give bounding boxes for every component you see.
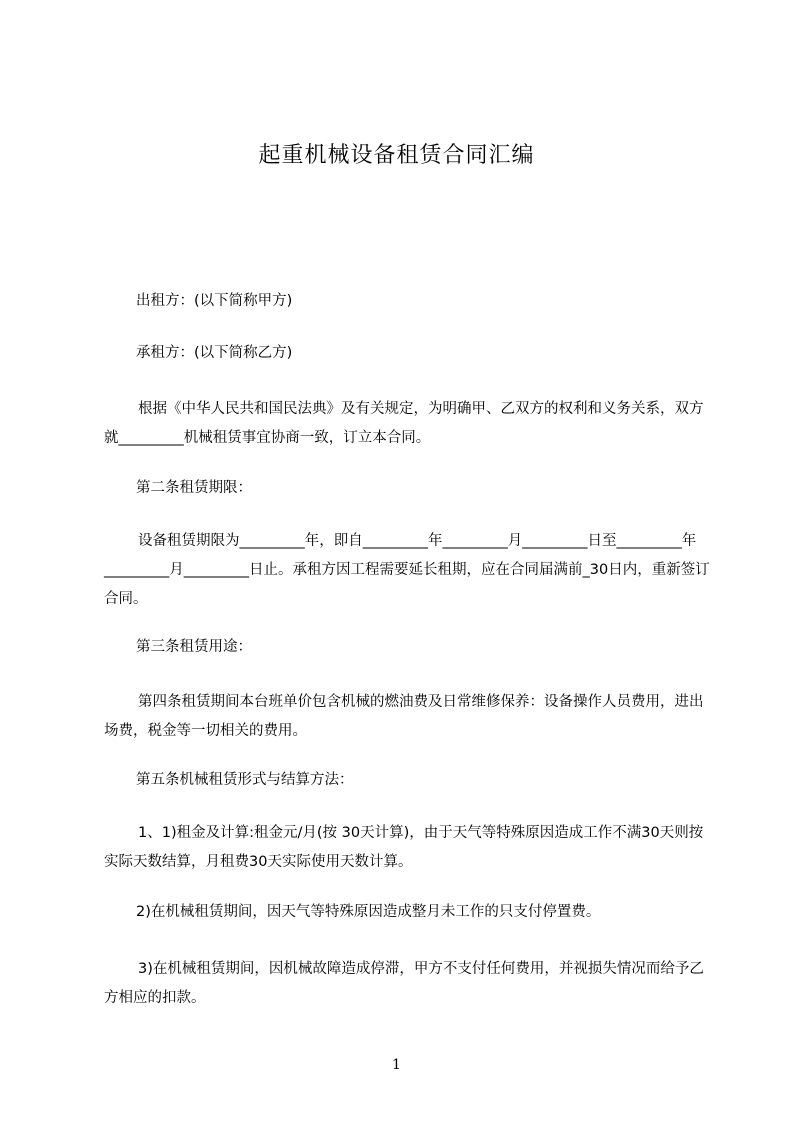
paragraph-clause-3: 3)在机械租赁期间，因机械故障造成停滞，甲方不支付任何费用，并视损失情况而给予乙方相应的扣款。 <box>104 961 704 1006</box>
paragraph-article-2-body: 设备租赁期限为_________年，即自_________年_________月_________日至_________年_________月_________日止。承租方因工程需要延长租期，应在合同届满前_30日内，重新签订合同。 <box>104 533 710 607</box>
paragraph-lessor: 出租方：(以下简称甲方) <box>136 293 293 309</box>
page-number: 1 <box>392 1057 401 1073</box>
paragraph-clause-1: 1、1)租金及计算:租金元/月(按 30天计算)，由于天气等特殊原因造成工作不满30天则按实际天数结算，月租费30天实际使用天数计算。 <box>104 825 704 870</box>
paragraph-clause-2: 2)在机械租赁期间，因天气等特殊原因造成整月未工作的只支付停置费。 <box>136 904 601 920</box>
paragraph-article-4: 第四条租赁期间本台班单价包含机械的燃油费及日常维修保养：设备操作人员费用，进出场费，税金等一切相关的费用。 <box>104 694 704 739</box>
paragraph-article-5-heading: 第五条机械租赁形式与结算方法： <box>136 772 354 788</box>
document-title: 起重机械设备租赁合同汇编 <box>258 143 535 168</box>
paragraph-article-3-heading: 第三条租赁用途： <box>136 639 252 655</box>
paragraph-lessee: 承租方：(以下简称乙方) <box>136 345 293 361</box>
paragraph-article-2-heading: 第二条租赁期限： <box>136 480 252 496</box>
paragraph-preamble: 根据《中华人民共和国民法典》及有关规定，为明确甲、乙双方的权利和义务关系，双方就_________机械租赁事宜协商一致，订立本合同。 <box>104 401 704 446</box>
